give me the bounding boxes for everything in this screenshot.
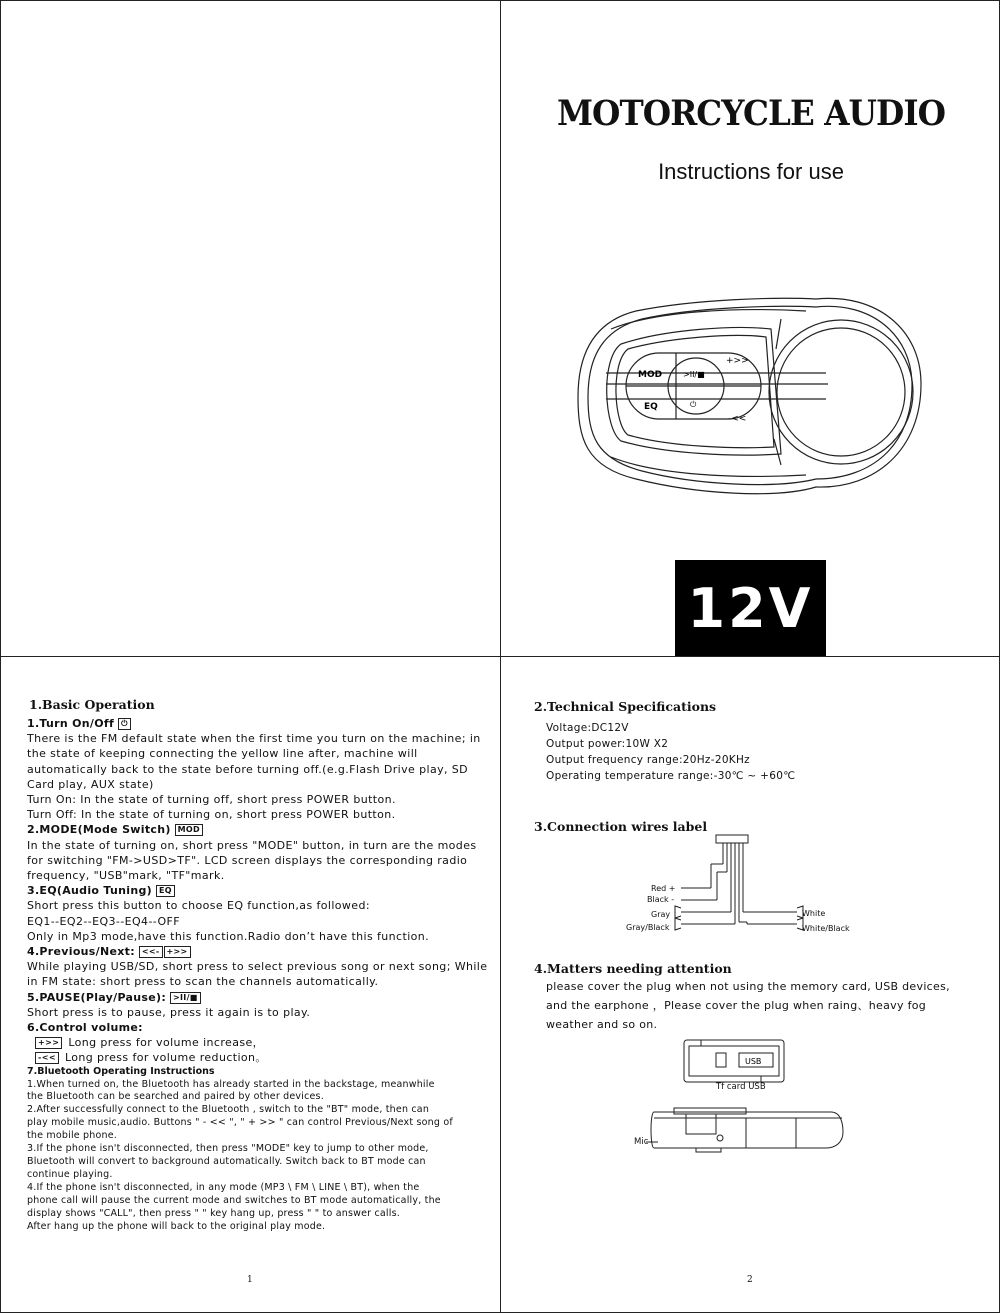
page-1-panel bbox=[0, 656, 501, 1313]
text-line: continue playing. bbox=[27, 1168, 113, 1180]
text-line: frequency, "USB"mark, "TF"mark. bbox=[27, 869, 225, 883]
text-line: After hang up the phone will back to the original play mode. bbox=[27, 1220, 326, 1232]
text-line: 4.If the phone isn't disconnected, in any mode (MP3 \ FM \ LINE \ BT), when the bbox=[27, 1181, 420, 1193]
wire-label-white: White bbox=[802, 909, 826, 918]
volume-up-line bbox=[27, 1035, 497, 1050]
text-line: Short press this button to choose EQ function,as followed: bbox=[27, 899, 370, 913]
prev-key-icon: <<- bbox=[139, 946, 163, 958]
attention-heading: 4.Matters needing attention bbox=[534, 961, 732, 976]
text-line: Bluetooth will convert to background automatically. Switch back to BT mode can bbox=[27, 1156, 426, 1168]
cover-subtitle: Instructions for use bbox=[658, 159, 844, 184]
mod-key-icon: MOD bbox=[175, 824, 203, 836]
section-control-volume: 6.Control volume: bbox=[27, 1021, 143, 1035]
cover-panel bbox=[500, 0, 1000, 657]
text-line: 3.If the phone isn't disconnected, then press "MODE" key to jump to other mode, bbox=[27, 1143, 429, 1155]
usb-port-label: USB bbox=[745, 1057, 762, 1066]
text-line: Long press for volume reduction。 bbox=[64, 1051, 267, 1065]
text-line: Only in Mp3 mode,have this function.Radio don’t have this function. bbox=[27, 929, 430, 943]
section-eq bbox=[27, 883, 497, 898]
port-caption: Tf card USB bbox=[716, 1082, 766, 1092]
wires-heading: 3.Connection wires label bbox=[534, 819, 708, 834]
section-title: 4.Previous/Next: bbox=[27, 945, 135, 959]
wire-label-red: Red + bbox=[651, 884, 676, 893]
spec-line: Output power:10W X2 bbox=[546, 738, 669, 750]
text-line: Turn Off: In the state of turning on, short press POWER button. bbox=[27, 808, 396, 822]
play-pause-key-icon: >II/■ bbox=[170, 992, 201, 1004]
page-number: 1 bbox=[247, 1275, 253, 1285]
section-title: 2.MODE(Mode Switch) bbox=[27, 823, 171, 837]
power-key-icon: ⏻ bbox=[118, 718, 131, 730]
device-play-label: >II/■ bbox=[683, 370, 705, 379]
basic-operation-heading: 1.Basic Operation bbox=[29, 697, 155, 712]
spec-line: Operating temperature range:-30℃ ~ +60℃ bbox=[546, 770, 796, 782]
mic-label: Mic bbox=[634, 1137, 649, 1147]
volume-down-line bbox=[27, 1050, 497, 1065]
section-title: 1.Turn On/Off bbox=[27, 717, 115, 730]
eq-key-icon: EQ bbox=[156, 885, 175, 897]
volume-down-key-icon: -<< bbox=[35, 1052, 59, 1064]
page-number: 2 bbox=[747, 1275, 753, 1285]
wire-label-gray: Gray bbox=[651, 910, 671, 919]
text-line: in FM state: short press to scan the channels automatically. bbox=[27, 975, 379, 989]
text-line: the mobile phone. bbox=[27, 1130, 117, 1142]
volume-up-key-icon: +>> bbox=[35, 1037, 62, 1049]
wire-label-black: Black - bbox=[647, 895, 675, 904]
text-line: 2.After successfully connect to the Bluetooth , switch to the "BT" mode, then can bbox=[27, 1104, 430, 1116]
device-prev-label: -<< bbox=[728, 414, 747, 424]
text-line: While playing USB/SD, short press to select previous song or next song; While bbox=[27, 960, 488, 974]
section-previous-next bbox=[27, 944, 497, 959]
section-turn-on-off bbox=[27, 716, 497, 731]
text-line: Card play, AUX state) bbox=[27, 777, 154, 791]
text-line: EQ1--EQ2--EQ3--EQ4--OFF bbox=[27, 914, 181, 928]
spec-line: Output frequency range:20Hz-20KHz bbox=[546, 754, 750, 766]
text-line: Long press for volume increase， bbox=[68, 1036, 265, 1050]
wire-label-white-black: White/Black bbox=[802, 924, 850, 933]
attention-line: weather and so on. bbox=[546, 1018, 658, 1031]
text-line: display shows "CALL", then press " " key hang up, press " " to answer calls. bbox=[27, 1207, 400, 1219]
cover-title: MOTORCYCLE AUDIO bbox=[556, 93, 946, 134]
text-line: Short press is to pause, press it again is to play. bbox=[27, 1005, 311, 1019]
device-eq-label: EQ bbox=[644, 402, 658, 412]
text-line: for switching "FM->USD>TF". LCD screen displays the corresponding radio bbox=[27, 853, 468, 867]
spec-line: Voltage:DC12V bbox=[546, 722, 629, 734]
attention-line: and the earphone ，Please cover the plug when raing、heavy fog bbox=[546, 999, 927, 1012]
text-line: automatically back to the state before turning off.(e.g.Flash Drive play, SD bbox=[27, 762, 469, 776]
section-pause bbox=[27, 990, 497, 1005]
text-line: 1.When turned on, the Bluetooth has already started in the backstage, meanwhile bbox=[27, 1078, 435, 1090]
device-next-label: +>> bbox=[726, 356, 749, 366]
blank-panel bbox=[0, 0, 501, 657]
text-line: play mobile music,audio. Buttons " - << ", " + >> " can control Previous/Next song of bbox=[27, 1117, 453, 1129]
port-cover-illustration bbox=[681, 1037, 791, 1087]
attention-line: please cover the plug when not using the memory card, USB devices, bbox=[546, 980, 950, 993]
page-2-panel bbox=[500, 656, 1000, 1313]
device-power-label: ⏻ bbox=[690, 400, 697, 409]
device-mod-label: MOD bbox=[638, 370, 663, 380]
mic-illustration bbox=[646, 1104, 846, 1154]
motorcycle-audio-device-illustration bbox=[576, 289, 926, 509]
section-title: 5.PAUSE(Play/Pause): bbox=[27, 990, 167, 1004]
next-key-icon: +>> bbox=[164, 946, 191, 958]
section-mode-switch bbox=[27, 822, 497, 837]
text-line: In the state of turning on, short press "MODE" button, in turn are the modes bbox=[27, 838, 477, 852]
text-line: Turn On: In the state of turning off, short press POWER button. bbox=[27, 793, 396, 807]
tech-spec-heading: 2.Technical Specifications bbox=[534, 699, 717, 714]
text-line: the Bluetooth can be searched and paired by other devices. bbox=[27, 1091, 324, 1103]
text-line: There is the FM default state when the first time you turn on the machine; in bbox=[27, 732, 481, 746]
section-title: 3.EQ(Audio Tuning) bbox=[27, 884, 152, 898]
text-line: the state of keeping connecting the yellow line after, machine will bbox=[27, 747, 418, 761]
section-bluetooth: 7.Bluetooth Operating Instructions bbox=[27, 1065, 215, 1077]
wire-label-gray-black: Gray/Black bbox=[626, 923, 670, 932]
text-line: phone call will pause the current mode and switches to BT mode automatically, the bbox=[27, 1194, 441, 1206]
voltage-badge: 12V bbox=[675, 560, 826, 657]
